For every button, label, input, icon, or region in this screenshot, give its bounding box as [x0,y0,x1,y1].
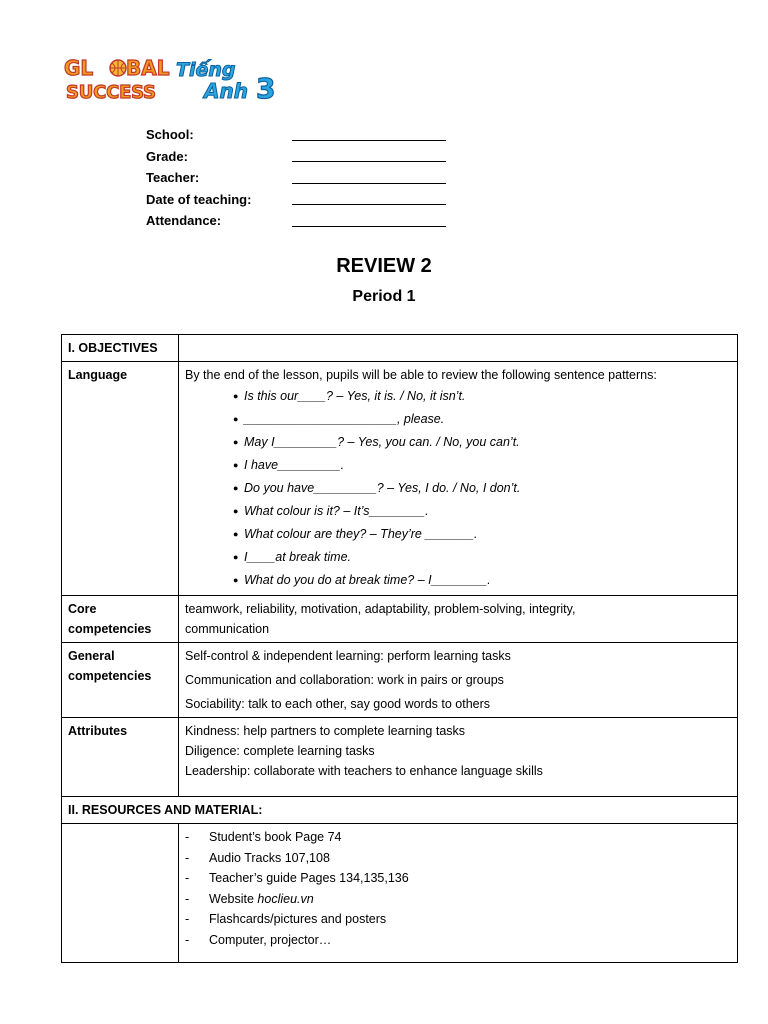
bullet-icon: ● [233,460,239,470]
core-competencies-row [62,596,738,643]
svg-text:BAL: BAL [126,56,170,80]
core-competencies-content: teamwork, reliability, motivation, adaptability, problem-solving, integrity, communication [179,596,738,643]
language-label: Language [62,362,179,596]
general-competencies-row [62,643,738,718]
info-row-date [146,189,446,211]
pattern-item: ● ______________________, please. [185,408,731,431]
pattern-item: ● May I_________? – Yes, you can. / No, you can’t. [185,431,731,454]
core-competencies-label: Core competencies [62,596,179,643]
empty-cell [179,335,738,362]
info-label: School: [146,127,194,143]
bullet-icon: ● [233,575,239,585]
bullet-icon: ● [233,437,239,447]
svg-text:GL: GL [64,56,94,80]
pattern-item: ● Is this our____? – Yes, it is. / No, it isn’t. [185,385,731,408]
website-link[interactable]: hoclieu.vn [257,891,314,906]
pattern-item: ● What do you do at break time? – I________. [185,569,731,592]
resource-item: - Teacher’s guide Pages 134,135,136 [185,871,409,886]
bullet-icon: ● [233,414,239,424]
resource-item: - Computer, projector… [185,932,332,947]
blank-line [292,203,446,205]
resource-item-website: - Website hoclieu.vn [185,889,731,910]
info-row-school [146,124,446,146]
bullet-icon: ● [233,552,239,562]
info-row-grade [146,146,446,168]
pattern-item: ● What colour are they? – They’re _______. [185,523,731,546]
svg-text:3: 3 [256,72,276,105]
lesson-info [146,124,446,232]
blank-line [292,139,446,141]
language-row [62,362,738,596]
language-intro: By the end of the lesson, pupils will be able to review the following sentence patterns: [185,368,657,382]
svg-text:SUCCESS: SUCCESS [66,82,156,103]
svg-text:Anh: Anh [204,79,248,103]
page-title: REVIEW 2 [336,255,432,277]
objectives-heading-row [62,335,738,362]
blank-line [292,182,446,184]
bullet-icon: ● [233,483,239,493]
language-content [179,362,738,596]
general-competencies-label: General competencies [62,643,179,718]
resources-list [179,824,738,963]
pattern-item: ● I____at break time. [185,546,731,569]
global-success-logo [62,54,170,104]
info-row-attendance [146,210,446,232]
info-label: Attendance: [146,213,222,229]
svg-text:Tiếng: Tiếng [176,59,236,81]
attributes-row [62,718,738,797]
blank-line [292,225,446,227]
attributes-content: Kindness: help partners to complete learning tasks Diligence: complete learning tasks Leadership: collaborate with teachers to enhance language skills [179,718,738,797]
pattern-item: ● I have_________. [185,454,731,477]
info-label: Teacher: [146,170,200,186]
pattern-item: ● What colour is it? – It’s________. [185,500,731,523]
resource-item: - Student’s book Page 74 [185,830,342,845]
bullet-icon: ● [233,529,239,539]
info-label: Date of teaching: [146,191,252,207]
lesson-plan-table [61,334,738,963]
pattern-item: ● Do you have_________? – Yes, I do. / No, I don’t. [185,477,731,500]
bullet-icon: ● [233,506,239,516]
resources-heading: II. RESOURCES AND MATERIAL: [62,797,738,824]
info-row-teacher [146,167,446,189]
attributes-label: Attributes [62,718,179,797]
resources-row [62,824,738,963]
resource-item: - Flashcards/pictures and posters [185,912,387,927]
general-competencies-content: Self-control & independent learning: perform learning tasks Communication and collaboration: work in pairs or groups Sociability: talk to each other, say good words to others [179,643,738,718]
resources-heading-row [62,797,738,824]
objectives-heading: I. OBJECTIVES [62,335,179,362]
logo-row [62,54,302,104]
tieng-anh-3-logo [174,56,294,105]
page-subtitle: Period 1 [352,288,416,305]
resource-item: - Audio Tracks 107,108 [185,850,330,865]
info-label: Grade: [146,148,188,164]
bullet-icon: ● [233,391,239,401]
blank-line [292,160,446,162]
empty-cell [62,824,179,963]
